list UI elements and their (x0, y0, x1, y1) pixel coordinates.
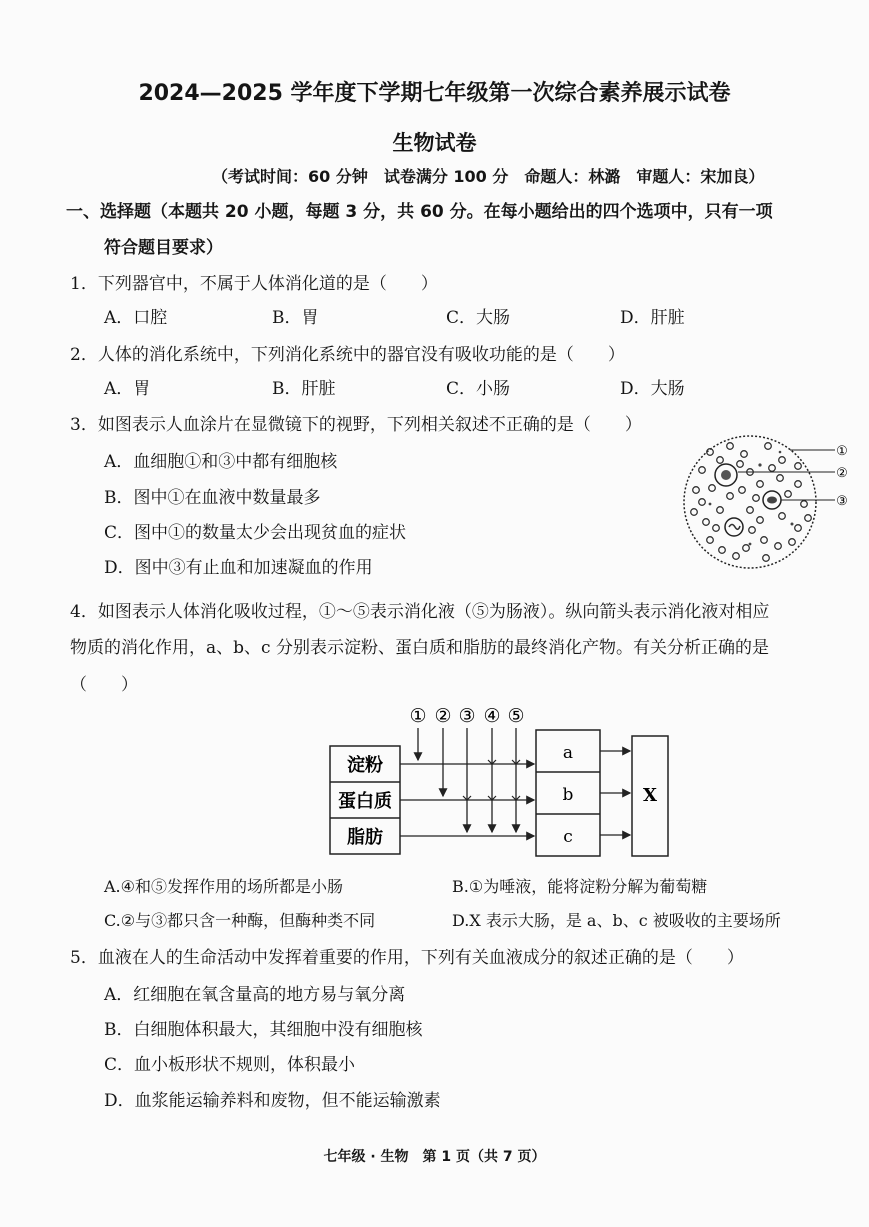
juice-label-4: ④ (483, 705, 501, 727)
q4-stem-line2: 物质的消化作用，a、b、c 分别表示淀粉、蛋白质和脂肪的最终消化产物。有关分析正确的是 (70, 638, 769, 658)
red-blood-cell (747, 507, 754, 514)
digestion-diagram (320, 700, 700, 860)
juice-label-5: ⑤ (507, 705, 525, 727)
red-blood-cell (719, 547, 726, 554)
red-blood-cell (765, 443, 772, 450)
q3-option-d: D．图中③有止血和加速凝血的作用 (104, 558, 373, 578)
white-blood-cell (763, 491, 781, 509)
red-blood-cell (699, 467, 706, 474)
q4-stem-line1: 4．如图表示人体消化吸收过程，①～⑤表示消化液（⑤为肠液）。纵向箭头表示消化液对相应 (70, 602, 770, 622)
red-blood-cell (789, 539, 796, 546)
product-c: c (563, 827, 573, 847)
absorption-x: X (643, 785, 657, 806)
white-blood-cell-2 (725, 518, 743, 536)
red-blood-cell (703, 519, 710, 526)
red-blood-cell (713, 525, 720, 532)
red-blood-cell (739, 487, 746, 494)
q4-option-d: D.X 表示大肠，是 a、b、c 被吸收的主要场所 (452, 911, 781, 930)
red-blood-cell (795, 525, 802, 532)
q5-option-d: D．血浆能运输养料和废物，但不能运输激素 (104, 1091, 441, 1111)
red-blood-cell (749, 527, 756, 534)
red-blood-cell (693, 487, 700, 494)
q1-option-b: B．胃 (272, 308, 319, 328)
red-blood-cell (691, 509, 698, 516)
page-footer: 七年级 · 生物 第 1 页（共 7 页） (323, 1149, 546, 1165)
red-blood-cell (737, 461, 744, 468)
q2-option-b: B．肝脏 (272, 379, 336, 399)
red-blood-cell (727, 493, 734, 500)
red-blood-cell (761, 537, 768, 544)
q4-stem-line3: （ ） (70, 675, 138, 695)
section-heading: 一、选择题（本题共 20 小题，每题 3 分，共 60 分。在每小题给出的四个选项中，只有一项 (66, 202, 773, 222)
q2-option-d: D．大肠 (620, 379, 685, 399)
q1-stem: 1．下列器官中，不属于人体消化道的是（ ） (70, 274, 438, 294)
red-blood-cell (795, 463, 802, 470)
red-blood-cell (769, 465, 776, 472)
q1-option-a: A．口腔 (104, 308, 168, 328)
red-blood-cell (733, 553, 740, 560)
q3-option-b: B．图中①在血液中数量最多 (104, 488, 321, 508)
q5-option-b: B．白细胞体积最大，其细胞中没有细胞核 (104, 1020, 423, 1040)
q2-stem: 2．人体的消化系统中，下列消化系统中的器官没有吸收功能的是（ ） (70, 345, 625, 365)
q1-option-d: D．肝脏 (620, 308, 685, 328)
red-blood-cell (775, 543, 782, 550)
juice-label-3: ③ (458, 705, 476, 727)
q4-option-c: C.②与③都只含一种酶，但酶种类不同 (104, 911, 376, 930)
juice-label-1: ① (409, 705, 427, 727)
label-2: ② (836, 466, 848, 481)
q2-option-c: C．小肠 (446, 379, 511, 399)
exam-title: 2024—2025 学年度下学期七年级第一次综合素养展示试卷 (138, 81, 731, 106)
red-blood-cell (727, 443, 734, 450)
q3-stem: 3．如图表示人血涂片在显微镜下的视野，下列相关叙述不正确的是（ ） (70, 415, 642, 435)
red-blood-cell (743, 545, 750, 552)
substance-starch: 淀粉 (347, 755, 383, 776)
substance-protein: 蛋白质 (338, 791, 392, 812)
product-b: b (562, 785, 574, 805)
q4-option-b: B.①为唾液，能将淀粉分解为葡萄糖 (452, 877, 708, 896)
red-blood-cell (801, 501, 808, 508)
red-blood-cell (763, 555, 770, 562)
red-blood-cell (707, 537, 714, 544)
red-blood-cell (741, 451, 748, 458)
exam-subject: 生物试卷 (392, 131, 477, 155)
red-blood-cell (709, 485, 716, 492)
q5-option-c: C．血小板形状不规则，体积最小 (104, 1055, 356, 1075)
q5-option-a: A．红细胞在氧含量高的地方易与氧分离 (104, 985, 406, 1005)
red-blood-cell (795, 481, 802, 488)
label-1: ① (836, 444, 848, 459)
red-blood-cell (779, 513, 786, 520)
q1-option-c: C．大肠 (446, 308, 511, 328)
q5-stem: 5．血液在人的生命活动中发挥着重要的作用，下列有关血液成分的叙述正确的是（ ） (70, 948, 744, 968)
exam-meta: （考试时间：60 分钟 试卷满分 100 分 命题人：林潞 审题人：宋加良） (212, 167, 765, 186)
q3-option-a: A．血细胞①和③中都有细胞核 (104, 452, 338, 472)
red-blood-cell (785, 491, 792, 498)
red-blood-cell (699, 499, 706, 506)
blood-smear-figure (680, 432, 850, 572)
red-blood-cell (717, 507, 724, 514)
juice-label-2: ② (434, 705, 452, 727)
q4-option-a: A.④和⑤发挥作用的场所都是小肠 (104, 877, 343, 896)
q3-option-c: C．图中①的数量太少会出现贫血的症状 (104, 523, 407, 543)
red-blood-cell (717, 457, 724, 464)
white-blood-cell-large (715, 464, 737, 486)
product-a: a (562, 743, 574, 763)
red-blood-cell (779, 457, 786, 464)
substance-fat: 脂肪 (347, 827, 383, 848)
label-3: ③ (836, 494, 848, 509)
red-blood-cell (805, 515, 812, 522)
red-blood-cell (757, 517, 764, 524)
section-heading-cont: 符合题目要求） (104, 238, 223, 258)
q2-option-a: A．胃 (104, 379, 151, 399)
red-blood-cell (753, 495, 760, 502)
microscope-field (684, 436, 816, 568)
red-blood-cell (777, 475, 784, 482)
red-blood-cell (757, 481, 764, 488)
